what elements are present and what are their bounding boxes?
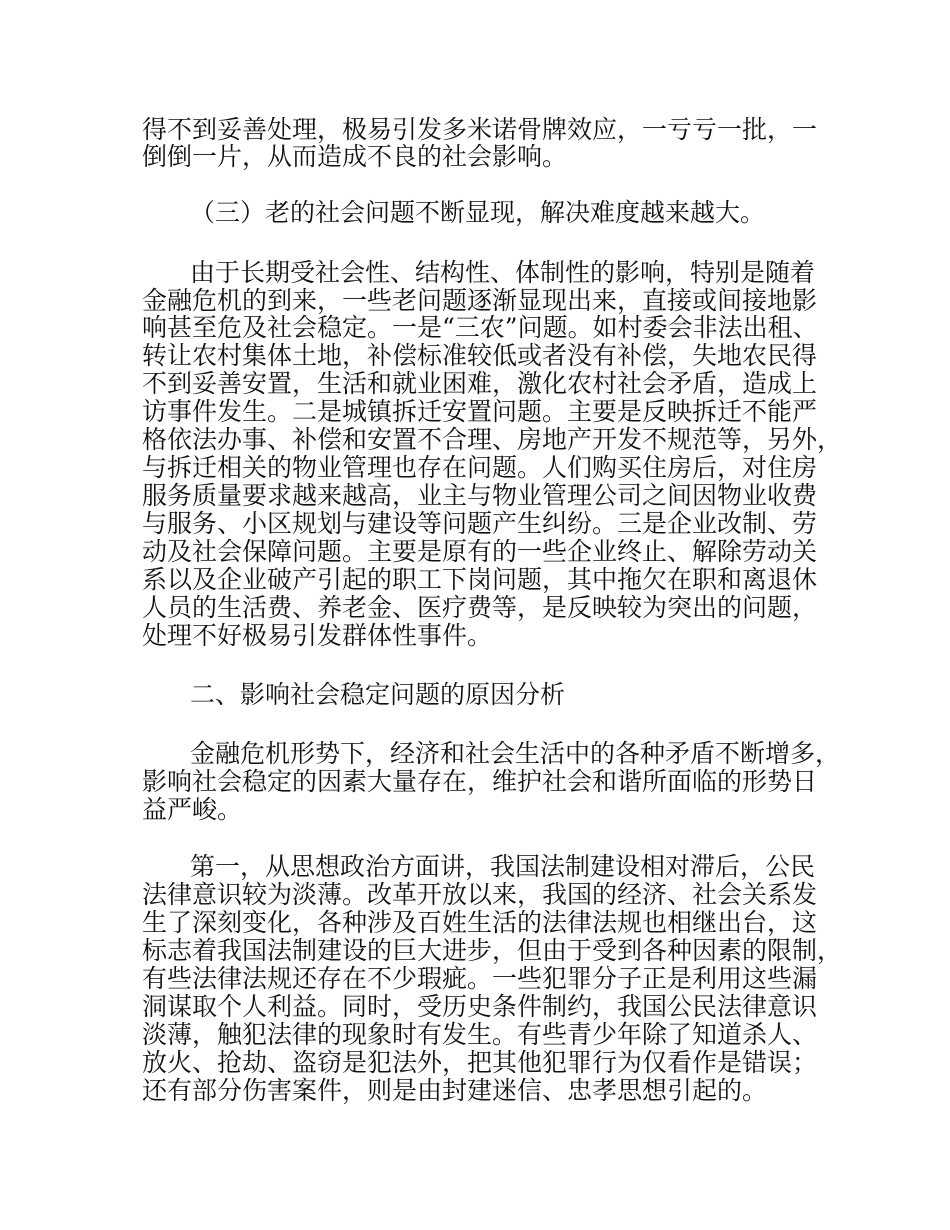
paragraph-6-line-2: 法律意识较为淡薄。改革开放以来，我国的经济、社会关系发 bbox=[142, 880, 818, 909]
paragraph-3-line-5: 不到妥善安置，生活和就业困难，激化农村社会矛盾，造成上 bbox=[142, 369, 818, 398]
section-subheading-3: （三）老的社会问题不断显现，解决难度越来越大。 bbox=[190, 198, 766, 227]
paragraph-3-line-9: 服务质量要求越来越高，业主与物业管理公司之间因物业收费 bbox=[142, 481, 818, 510]
paragraph-3-line-14: 处理不好极易引发群体性事件。 bbox=[142, 621, 493, 650]
paragraph-6-line-5: 有些法律法规还存在不少瑕疵。一些犯罪分子正是利用这些漏 bbox=[142, 964, 818, 993]
section-heading-2: 二、影响社会稳定问题的原因分析 bbox=[190, 680, 566, 709]
paragraph-3-line-1: 由于长期受社会性、结构性、体制性的影响，特别是随着 bbox=[190, 258, 816, 287]
paragraph-3-line-8: 与拆迁相关的物业管理也存在问题。人们购买住房后，对住房 bbox=[142, 453, 818, 482]
paragraph-3-line-4: 转让农村集体土地，补偿标准较低或者没有补偿，失地农民得 bbox=[142, 341, 818, 370]
paragraph-3-line-3: 响甚至危及社会稳定。一是“三农”问题。如村委会非法出租、 bbox=[142, 313, 818, 342]
paragraph-6-line-6: 洞谋取个人利益。同时，受历史条件制约，我国公民法律意识 bbox=[142, 992, 818, 1021]
paragraph-3-line-10: 与服务、小区规划与建设等问题产生纠纷。三是企业改制、劳 bbox=[142, 509, 818, 538]
paragraph-6-line-4: 标志着我国法制建设的巨大进步，但由于受到各种因素的限制， bbox=[142, 936, 843, 965]
paragraph-1-line-1: 得不到妥善处理，极易引发多米诺骨牌效应，一亏亏一批，一 bbox=[142, 115, 818, 144]
paragraph-1-line-2: 倒倒一片，从而造成不良的社会影响。 bbox=[142, 142, 568, 171]
paragraph-3-line-6: 访事件发生。二是城镇拆迁安置问题。主要是反映拆迁不能严 bbox=[142, 397, 818, 426]
paragraph-6-line-1: 第一，从思想政治方面讲，我国法制建设相对滞后，公民 bbox=[190, 852, 816, 881]
paragraph-3-line-2: 金融危机的到来，一些老问题逐渐显现出来，直接或间接地影 bbox=[142, 286, 818, 315]
paragraph-3-line-12: 系以及企业破产引起的职工下岗问题，其中拖欠在职和离退休 bbox=[142, 565, 818, 594]
paragraph-3-line-7: 格依法办事、补偿和安置不合理、房地产开发不规范等，另外， bbox=[142, 425, 843, 454]
paragraph-3-line-13: 人员的生活费、养老金、医疗费等，是反映较为突出的问题， bbox=[142, 593, 818, 622]
paragraph-5-line-1: 金融危机形势下，经济和社会生活中的各种矛盾不断增多， bbox=[190, 739, 841, 768]
paragraph-5-line-2: 影响社会稳定的因素大量存在，维护社会和谐所面临的形势日 bbox=[142, 767, 818, 796]
paragraph-6-line-3: 生了深刻变化，各种涉及百姓生活的法律法规也相继出台，这 bbox=[142, 908, 818, 937]
paragraph-3-line-11: 动及社会保障问题。主要是原有的一些企业终止、解除劳动关 bbox=[142, 537, 818, 566]
paragraph-6-line-9: 还有部分伤害案件，则是由封建迷信、忠孝思想引起的。 bbox=[142, 1076, 768, 1105]
paragraph-6-line-7: 淡薄，触犯法律的现象时有发生。有些青少年除了知道杀人、 bbox=[142, 1020, 818, 1049]
paragraph-5-line-3: 益严峻。 bbox=[142, 795, 243, 824]
paragraph-6-line-8: 放火、抢劫、盗窃是犯法外，把其他犯罪行为仅看作是错误； bbox=[142, 1048, 818, 1077]
